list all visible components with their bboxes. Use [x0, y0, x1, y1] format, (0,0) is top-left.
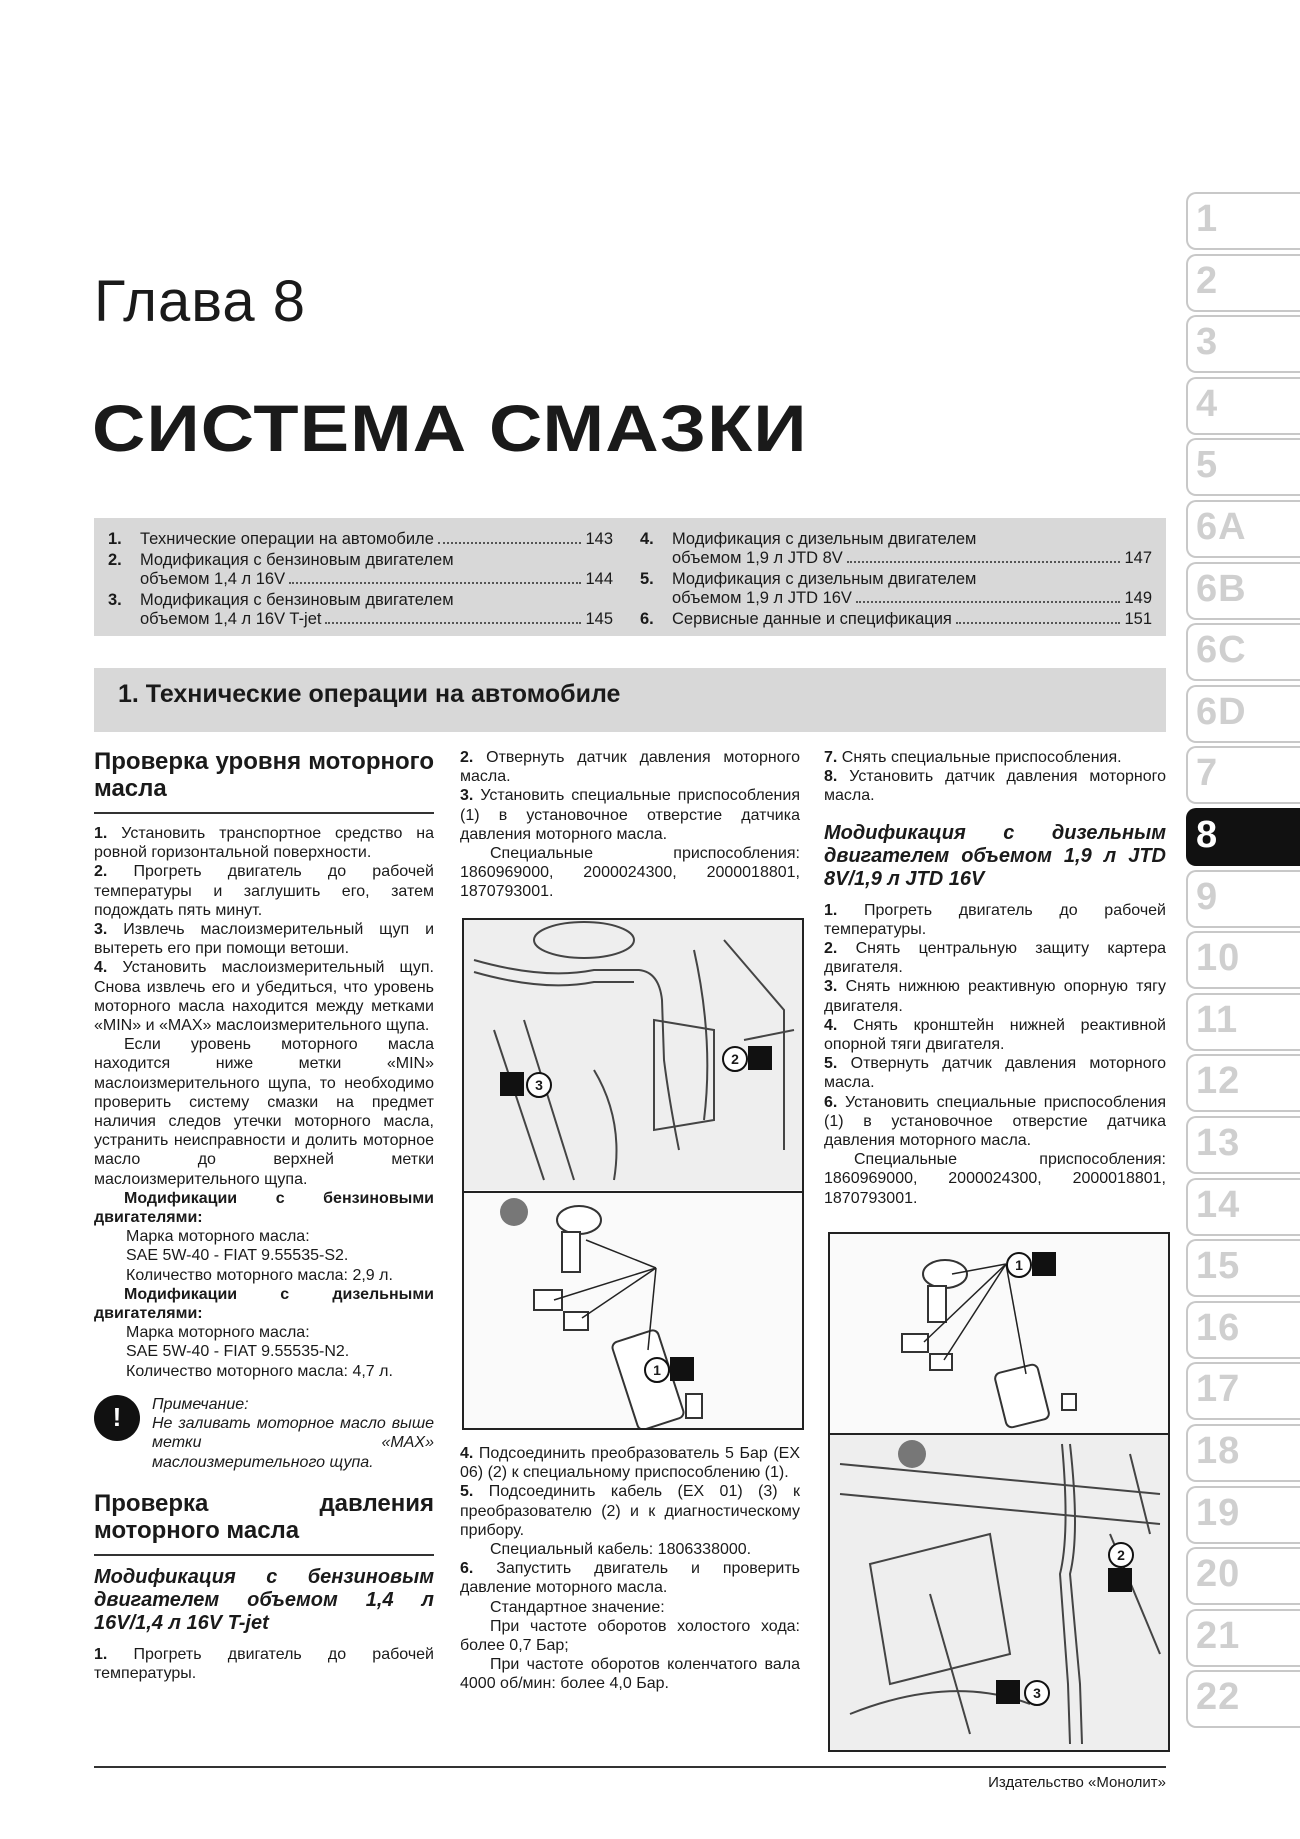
toc-last-line [672, 610, 1152, 629]
wrench-icon [500, 1072, 524, 1096]
toc-body [140, 591, 613, 629]
toc-last-line [140, 530, 613, 549]
chapter-tab-11[interactable] [1186, 993, 1300, 1049]
spec-text: Количество моторного масла: 4,7 л. [126, 1362, 393, 1380]
chapter-tab-17[interactable] [1186, 1362, 1300, 1418]
toc-last-line [672, 589, 1152, 608]
chapter-tab-4[interactable] [1186, 377, 1300, 433]
tab-label: 1 [1196, 198, 1219, 240]
step: 8. Установить датчик давления моторного масла. [824, 768, 1166, 805]
chapter-title: СИСТЕМА СМАЗКИ [92, 391, 808, 465]
tools-text: Специальные приспособления: 1860969000, 2000024300, 2000018801, 1870793001. [460, 845, 800, 901]
toc-page: 143 [585, 530, 613, 548]
toc-entry [108, 530, 613, 549]
figure-petrol-drawing [464, 920, 802, 1428]
tab-label: 5 [1196, 444, 1219, 487]
toc-entry [640, 570, 1152, 608]
toc-leader [956, 610, 1121, 624]
wrench-icon [1032, 1252, 1056, 1276]
callout-1: 1 [1006, 1252, 1032, 1278]
spec-text: Марка моторного масла: [126, 1324, 310, 1342]
note-title: Примечание: [152, 1395, 249, 1413]
toc-page: 151 [1124, 610, 1152, 628]
heading-oil-level: Проверка уровня моторного масла [94, 748, 434, 802]
tab-label: 12 [1196, 1060, 1241, 1103]
toc-page: 145 [585, 610, 613, 628]
warning-icon: ! [94, 1395, 140, 1441]
tab-label: 22 [1196, 1676, 1241, 1719]
tab-label: 18 [1196, 1430, 1241, 1472]
toc-text: Технические операции на автомобиле [140, 530, 434, 548]
tab-label: 2 [1196, 259, 1219, 302]
chapter-tab-2[interactable] [1186, 254, 1300, 310]
toc-leader [847, 549, 1121, 563]
spec-text: SAE 5W-40 - FIAT 9.55535-N2. [126, 1343, 350, 1361]
toc-body [672, 570, 1152, 608]
toc-entry [108, 551, 613, 589]
spec-heading-diesel: Модификации с дизельными двигателями: [94, 1285, 434, 1323]
heading-diesel-mod: Модификация с дизельным двигателем объемом 1,9 л JTD 8V/1,9 л JTD 16V [824, 821, 1166, 890]
toc-text: объемом 1,9 л JTD 16V [672, 589, 852, 607]
tab-label: 6C [1196, 629, 1247, 672]
note-text: Не заливать моторное масло выше метки «MAX» маслоизмерительного щупа. [152, 1415, 434, 1471]
tools-text: Специальные приспособления: 1860969000, 2000024300, 2000018801, 1870793001. [824, 1151, 1166, 1207]
note-body [152, 1395, 434, 1472]
section-title: 1. Технические операции на автомобиле [118, 680, 621, 708]
chapter-tab-6d[interactable] [1186, 685, 1300, 741]
spec-text: SAE 5W-40 - FIAT 9.55535-S2. [126, 1247, 349, 1265]
step: 5. Отвернуть датчик давления моторного масла. [824, 1055, 1166, 1092]
chapter-tab-12[interactable] [1186, 1054, 1300, 1110]
toc-number: 6. [640, 610, 654, 628]
step: 4. Снять кронштейн нижней реактивной опорной тяги двигателя. [824, 1016, 1166, 1054]
step: 1. Прогреть двигатель до рабочей температуры. [94, 1645, 434, 1682]
step: 6. Установить специальные приспособления (1) в установочное отверстие датчика давления моторного масла. [824, 1093, 1166, 1150]
spec-text: Марка моторного масла: [126, 1228, 310, 1246]
tab-label: 13 [1196, 1122, 1241, 1164]
std-value: Стандартное значение: [490, 1598, 665, 1616]
chapter-tab-7[interactable] [1186, 746, 1300, 802]
wrench-icon [670, 1357, 694, 1381]
toc-line: Модификация с бензиновым двигателем [140, 591, 454, 609]
tab-label: 14 [1196, 1183, 1241, 1226]
tab-label: 3 [1196, 321, 1219, 364]
toc-leader [289, 570, 581, 584]
toc-text: объемом 1,4 л 16V T-jet [140, 610, 322, 628]
toc-page: 149 [1124, 589, 1152, 607]
tab-label: 20 [1196, 1553, 1241, 1596]
chapter-tab-6c[interactable] [1186, 623, 1300, 679]
toc-number: 5. [640, 570, 654, 588]
idle-value: При частоте оборотов холостого хода: более 0,7 Бар; [460, 1617, 800, 1655]
toc-entry [640, 530, 1152, 568]
callout-3: 3 [526, 1072, 552, 1098]
step: 4. Установить маслоизмерительный щуп. Снова извлечь его и убедиться, что уровень моторного масла находится между метками «MIN» и «MAX» маслоизмерительного щупа. [94, 959, 434, 1035]
toc-line: Модификация с дизельным двигателем [672, 530, 977, 548]
paragraph: Если уровень моторного масла находится ниже метки «MIN» маслоизмерительного щупа, то необходимо проверить систему смазки на предмет наличия следов утечки моторного масла, устранить неисправности и долить моторное масло до верхней метки маслоизмерительного щупа. [94, 1036, 434, 1188]
toc-number: 2. [108, 551, 122, 569]
step: 1. Прогреть двигатель до рабочей температуры. [824, 901, 1166, 938]
footer-rule [94, 1766, 1166, 1768]
toc-line: Модификация с бензиновым двигателем [140, 551, 454, 569]
chapter-tab-19[interactable] [1186, 1486, 1300, 1542]
spec-heading-petrol: Модификации с бензиновыми двигателями: [94, 1189, 434, 1227]
callout-3: 3 [1024, 1680, 1050, 1706]
toc-leader [856, 589, 1121, 603]
tab-label: 15 [1196, 1245, 1241, 1288]
chapter-tab-3[interactable] [1186, 315, 1300, 371]
wrench-icon [748, 1046, 772, 1070]
cable-text: Специальный кабель: 1806338000. [490, 1541, 752, 1559]
chapter-tab-8[interactable] [1186, 808, 1300, 864]
tab-label: 8 [1196, 814, 1219, 856]
toc-page: 144 [585, 570, 613, 588]
note [94, 1395, 434, 1472]
divider [94, 1554, 434, 1556]
rpm-value: При частоте оборотов коленчатого вала 4000 об/мин: более 4,0 Бар. [460, 1656, 800, 1693]
toc-text: Сервисные данные и спецификация [672, 610, 952, 628]
toc-leader [438, 530, 582, 544]
chapter-tab-14[interactable] [1186, 1178, 1300, 1234]
step: 4. Подсоединить преобразователь 5 Бар (EX 06) (2) к специальному приспособлению (1). [460, 1445, 800, 1482]
step: 1. Установить транспортное средство на ровной горизонтальной поверхности. [94, 825, 435, 862]
chapter-tab-20[interactable] [1186, 1547, 1300, 1603]
callout-2: 2 [1108, 1542, 1134, 1568]
toc-last-line [140, 610, 613, 629]
toc-leader [325, 610, 581, 624]
column-3 [824, 748, 1166, 1208]
column-1 [94, 748, 434, 1683]
toc-last-line [140, 570, 613, 589]
column-2-lower [460, 1444, 800, 1694]
step: 6. Запустить двигатель и проверить давление моторного масла. [460, 1560, 800, 1597]
tab-label: 21 [1196, 1614, 1241, 1657]
toc-left-column [108, 530, 613, 631]
chapter-tab-6b[interactable] [1186, 562, 1300, 618]
callout-1: 1 [644, 1357, 670, 1383]
chapter-tab-18[interactable] [1186, 1424, 1300, 1480]
step: 3. Установить специальные приспособления (1) в установочное отверстие датчика давления моторного масла. [460, 787, 800, 843]
toc-body [140, 530, 613, 549]
toc-text: объемом 1,4 л 16V [140, 570, 286, 588]
figure-diesel-drawing [830, 1234, 1168, 1750]
step: 7. Снять специальные приспособления. [824, 749, 1122, 766]
tab-label: 17 [1196, 1368, 1241, 1411]
step: 3. Снять нижнюю реактивную опорную тягу двигателя. [824, 978, 1167, 1015]
divider [94, 812, 434, 814]
chapter-tab-6a[interactable] [1186, 500, 1300, 556]
wrench-icon [1108, 1568, 1132, 1592]
step: 3. Извлечь маслоизмерительный щуп и вытереть его при помощи ветоши. [94, 921, 435, 958]
toc-page: 147 [1124, 549, 1152, 567]
tab-label: 4 [1196, 382, 1219, 425]
step: 2. Прогреть двигатель до рабочей температуры и заглушить его, затем подождать пять минут. [94, 863, 434, 919]
toc-last-line [672, 549, 1152, 568]
chapter-tab-9[interactable] [1186, 870, 1300, 926]
figure-petrol-sensor [462, 918, 804, 1430]
tab-label: 11 [1196, 998, 1239, 1041]
toc-number: 3. [108, 591, 122, 609]
tab-label: 10 [1196, 937, 1241, 980]
callout-2: 2 [722, 1046, 748, 1072]
tab-label: 9 [1196, 875, 1219, 918]
toc-text: объемом 1,9 л JTD 8V [672, 549, 843, 567]
step: 5. Подсоединить кабель (EX 01) (3) к преобразователю (2) и к диагностическому прибору. [460, 1483, 800, 1539]
chapter-tab-10[interactable] [1186, 931, 1300, 987]
figure-diesel-sensor [828, 1232, 1170, 1752]
chapter-tab-16[interactable] [1186, 1301, 1300, 1357]
column-2 [460, 748, 800, 902]
chapter-tab-22[interactable] [1186, 1670, 1300, 1726]
chapter-label: Глава 8 [94, 269, 307, 334]
chapter-tab-1[interactable] [1186, 192, 1300, 248]
toc-body [672, 530, 1152, 568]
toc-number: 1. [108, 530, 122, 548]
toc-right-column [640, 530, 1152, 631]
heading-oil-pressure: Проверка давления моторного масла [94, 1489, 434, 1544]
toc-body [672, 610, 1152, 629]
footer-publisher: Издательство «Монолит» [988, 1774, 1166, 1791]
chapter-tab-15[interactable] [1186, 1239, 1300, 1295]
toc-line: Модификация с дизельным двигателем [672, 570, 977, 588]
step: 2. Снять центральную защиту картера двигателя. [824, 940, 1166, 977]
spec-text: Количество моторного масла: 2,9 л. [126, 1266, 393, 1284]
step: 2. Отвернуть датчик давления моторного масла. [460, 749, 800, 786]
heading-petrol-mod: Модификация с бензиновым двигателем объемом 1,4 л 16V/1,4 л 16V T-jet [94, 1565, 434, 1634]
tab-label: 6B [1196, 567, 1247, 610]
toc-entry [640, 610, 1152, 629]
chapter-tab-21[interactable] [1186, 1609, 1300, 1665]
table-of-contents [94, 518, 1166, 636]
chapter-tab-5[interactable] [1186, 438, 1300, 494]
toc-number: 4. [640, 530, 654, 548]
tab-label: 19 [1196, 1491, 1241, 1534]
tab-label: 6D [1196, 690, 1247, 733]
wrench-icon [996, 1680, 1020, 1704]
tab-label: 16 [1196, 1306, 1241, 1349]
chapter-tab-13[interactable] [1186, 1116, 1300, 1172]
toc-entry [108, 591, 613, 629]
toc-body [140, 551, 613, 589]
tab-label: 7 [1196, 752, 1219, 795]
tab-label: 6A [1196, 506, 1247, 548]
